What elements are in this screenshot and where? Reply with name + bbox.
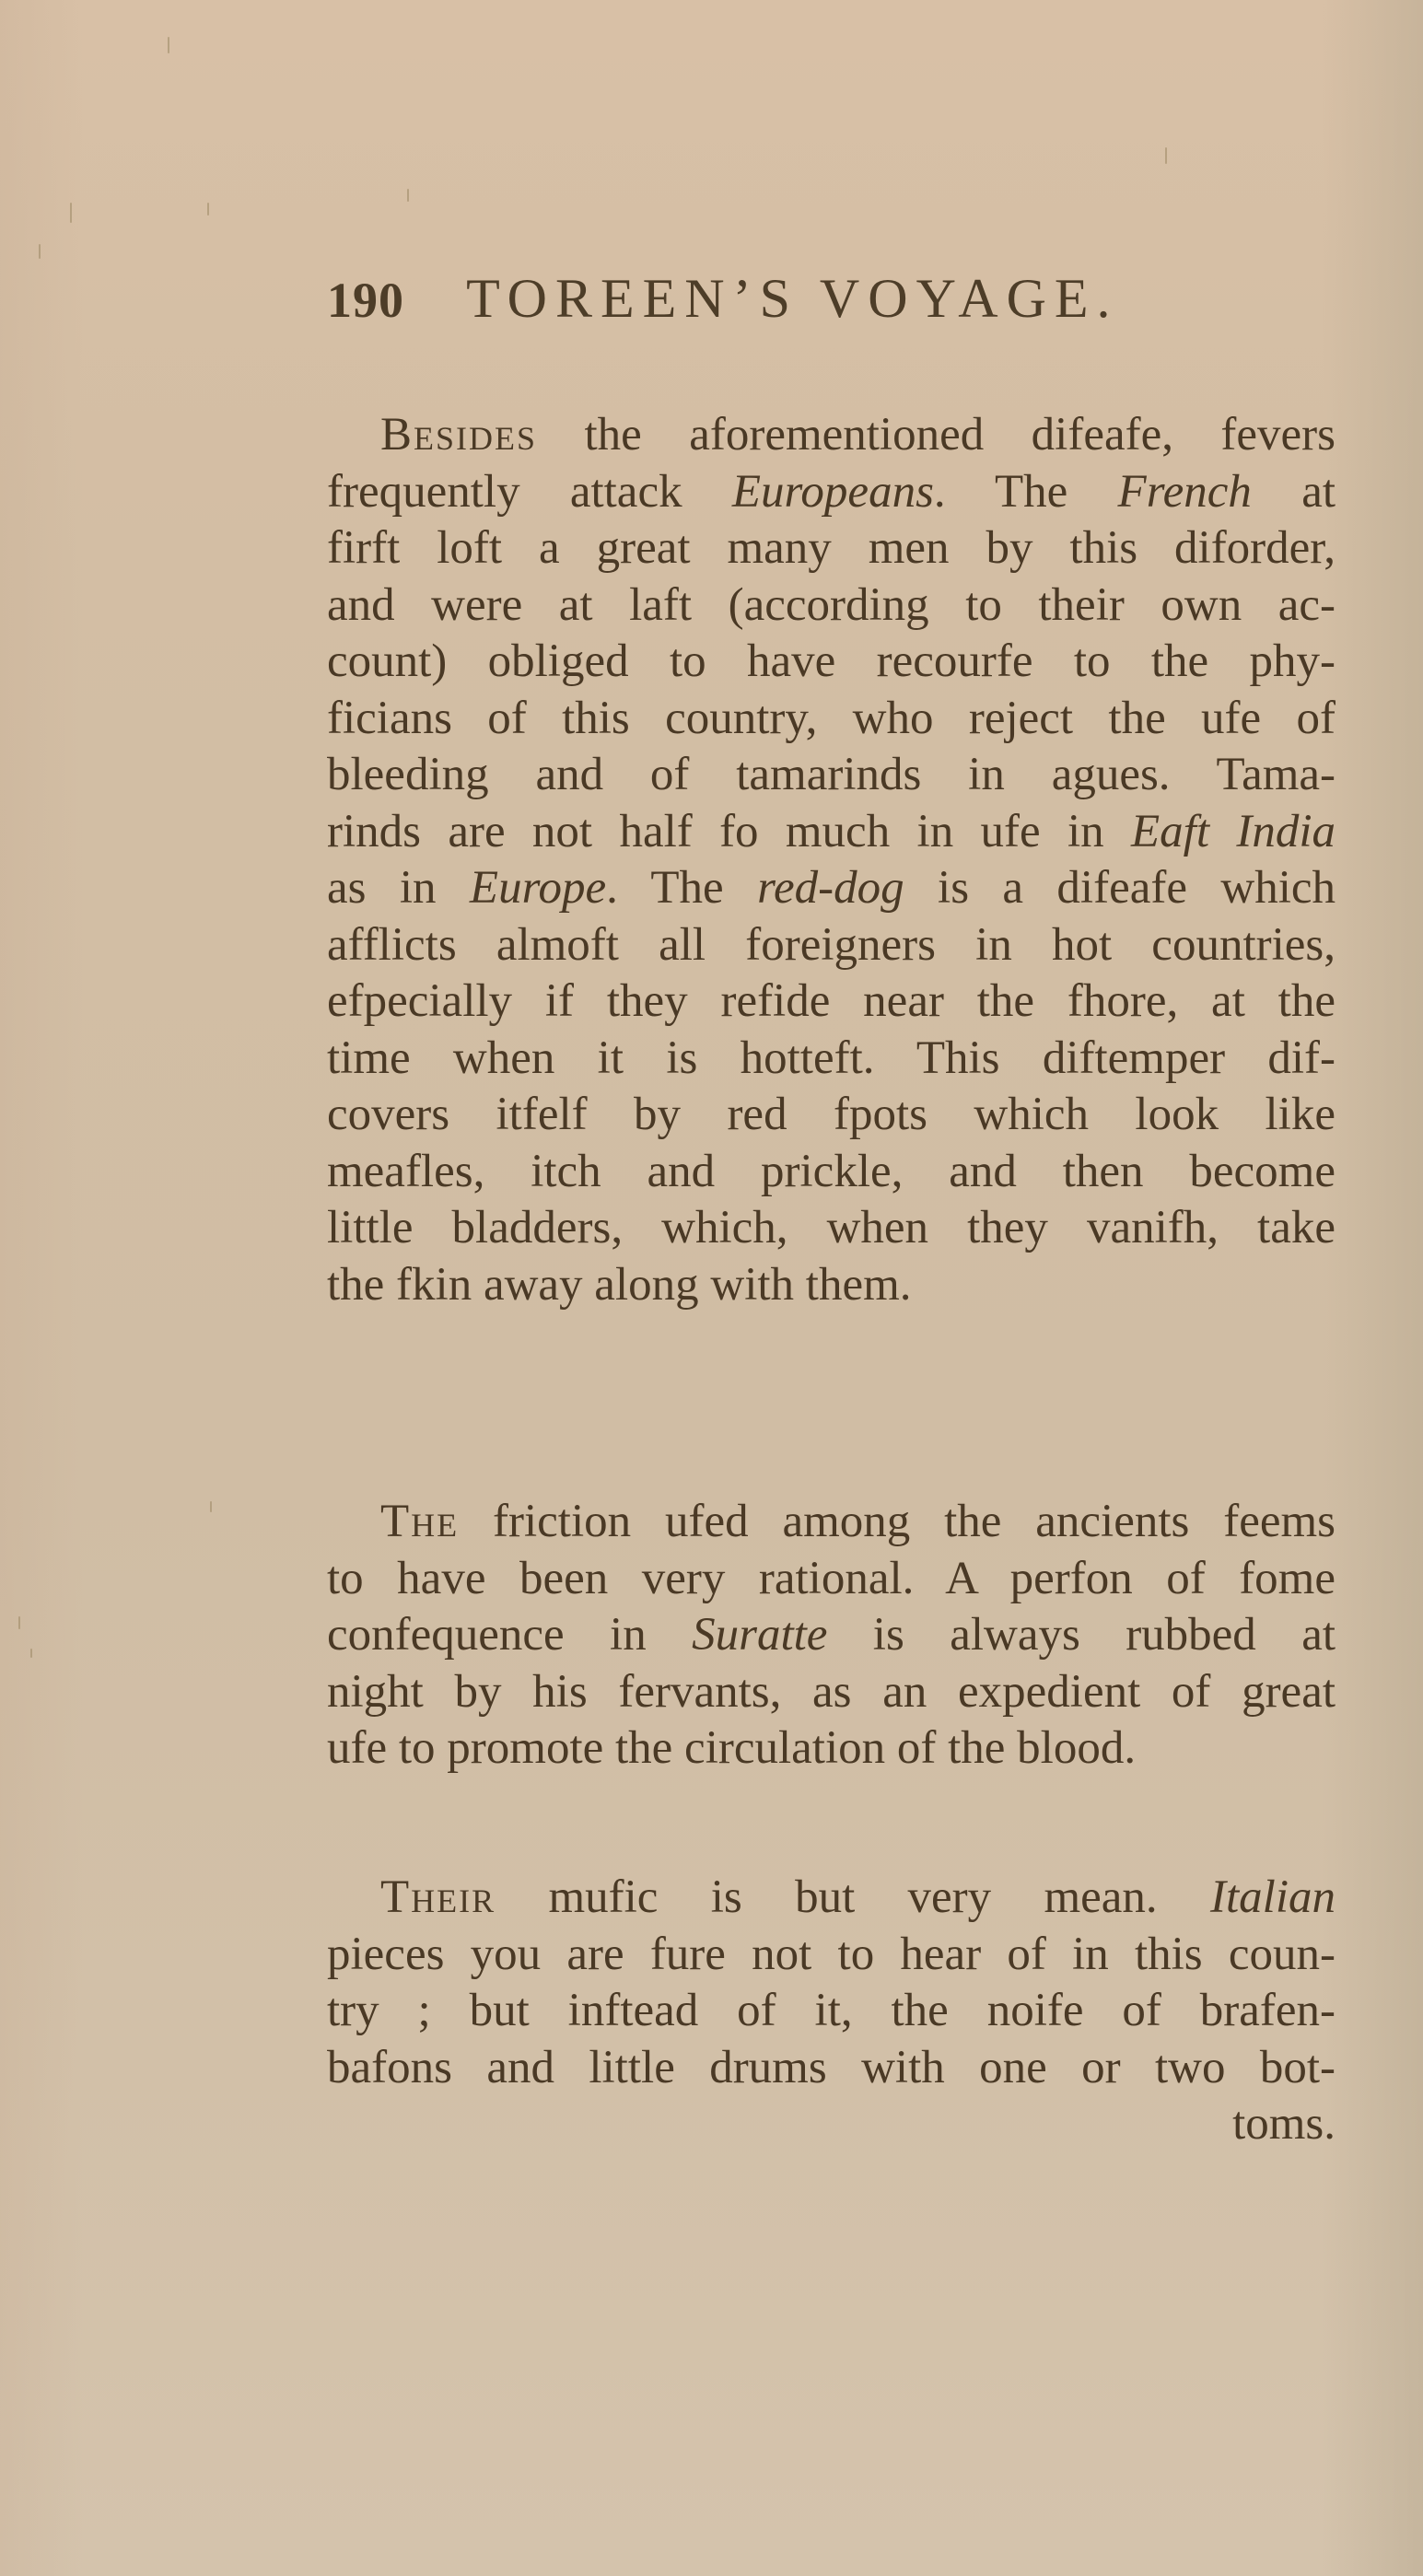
- italic-term: Italian: [1210, 1871, 1336, 1923]
- text-line: little bladders, which, when they vanifh, take: [327, 1202, 1336, 1253]
- text-line: efpecially if they refide near the fhore, at the: [327, 975, 1336, 1027]
- text-line: try ; but inftead of it, the noife of brafen-: [327, 1985, 1336, 2036]
- text-line: Besides the aforementioned difeafe, fevers: [380, 409, 1336, 460]
- text-line: Their mufic is but very mean. Italian: [380, 1871, 1336, 1923]
- italic-term: Europe: [469, 862, 607, 914]
- text-line: bafons and little drums with one or two bot-: [327, 2041, 1336, 2093]
- small-caps-lead: Besides: [380, 409, 538, 460]
- text-line: The friction ufed among the ancients feems: [380, 1496, 1336, 1547]
- text-line: as in Europe. The red-dog is a difeafe which: [327, 862, 1336, 914]
- small-caps-lead: The: [380, 1496, 460, 1547]
- running-head: [327, 267, 1248, 341]
- italic-term: Suratte: [692, 1609, 828, 1661]
- text-line: count) obliged to have recourfe to the phy-: [327, 635, 1336, 687]
- text-line: and were at laft (according to their own ac-: [327, 578, 1336, 631]
- text-line: rinds are not half fo much in ufe in Eaft India: [327, 805, 1336, 857]
- text-line: night by his fervants, as an expedient of great: [327, 1665, 1336, 1718]
- catchword: toms.: [1232, 2098, 1336, 2150]
- italic-term: Eaft India: [1131, 805, 1336, 857]
- paper-speck: [18, 1616, 20, 1629]
- paragraph-friction: [327, 1494, 1336, 1778]
- text-line: covers itfelf by red fpots which look like: [327, 1089, 1336, 1140]
- text-line: ficians of this country, who reject the ufe of: [327, 692, 1336, 744]
- text-line: ufe to promote the circulation of the blood.: [327, 1722, 1137, 1774]
- text-line: confequence in Suratte is always rubbed at: [327, 1609, 1336, 1661]
- paragraph-diseases: [327, 407, 1336, 1313]
- paper-speck: [1165, 147, 1167, 164]
- text-line: frequently attack Europeans. The French at: [327, 465, 1336, 518]
- paper-speck: [207, 203, 209, 216]
- paper-speck: [210, 1501, 212, 1512]
- text-line: meafles, itch and prickle, and then become: [327, 1145, 1336, 1197]
- italic-term: Europeans: [731, 465, 934, 518]
- text-line: to have been very rational. A perfon of fome: [327, 1552, 1336, 1604]
- italic-term: French: [1117, 465, 1252, 518]
- paper-speck: [70, 203, 72, 223]
- page-number: 190: [327, 273, 404, 328]
- text-line: the fkin away along with them.: [327, 1258, 912, 1311]
- paper-speck: [407, 189, 409, 202]
- paper-speck: [39, 244, 41, 259]
- text-line: firft loft a great many men by this diforder,: [327, 522, 1336, 574]
- paper-speck: [30, 1649, 32, 1658]
- running-title: TOREEN’S VOYAGE.: [466, 268, 1119, 329]
- text-line: bleeding and of tamarinds in agues. Tama-: [327, 749, 1336, 800]
- text-line: pieces you are fure not to hear of in this coun-: [327, 1928, 1336, 1980]
- paper-speck: [168, 37, 169, 53]
- italic-term: red-dog: [757, 862, 904, 914]
- small-caps-lead: Their: [380, 1871, 496, 1923]
- text-line: afflicts almoft all foreigners in hot countries,: [327, 918, 1336, 971]
- text-line: time when it is hotteft. This diftemper dif-: [327, 1032, 1336, 1084]
- paragraph-music: [327, 1870, 1336, 2153]
